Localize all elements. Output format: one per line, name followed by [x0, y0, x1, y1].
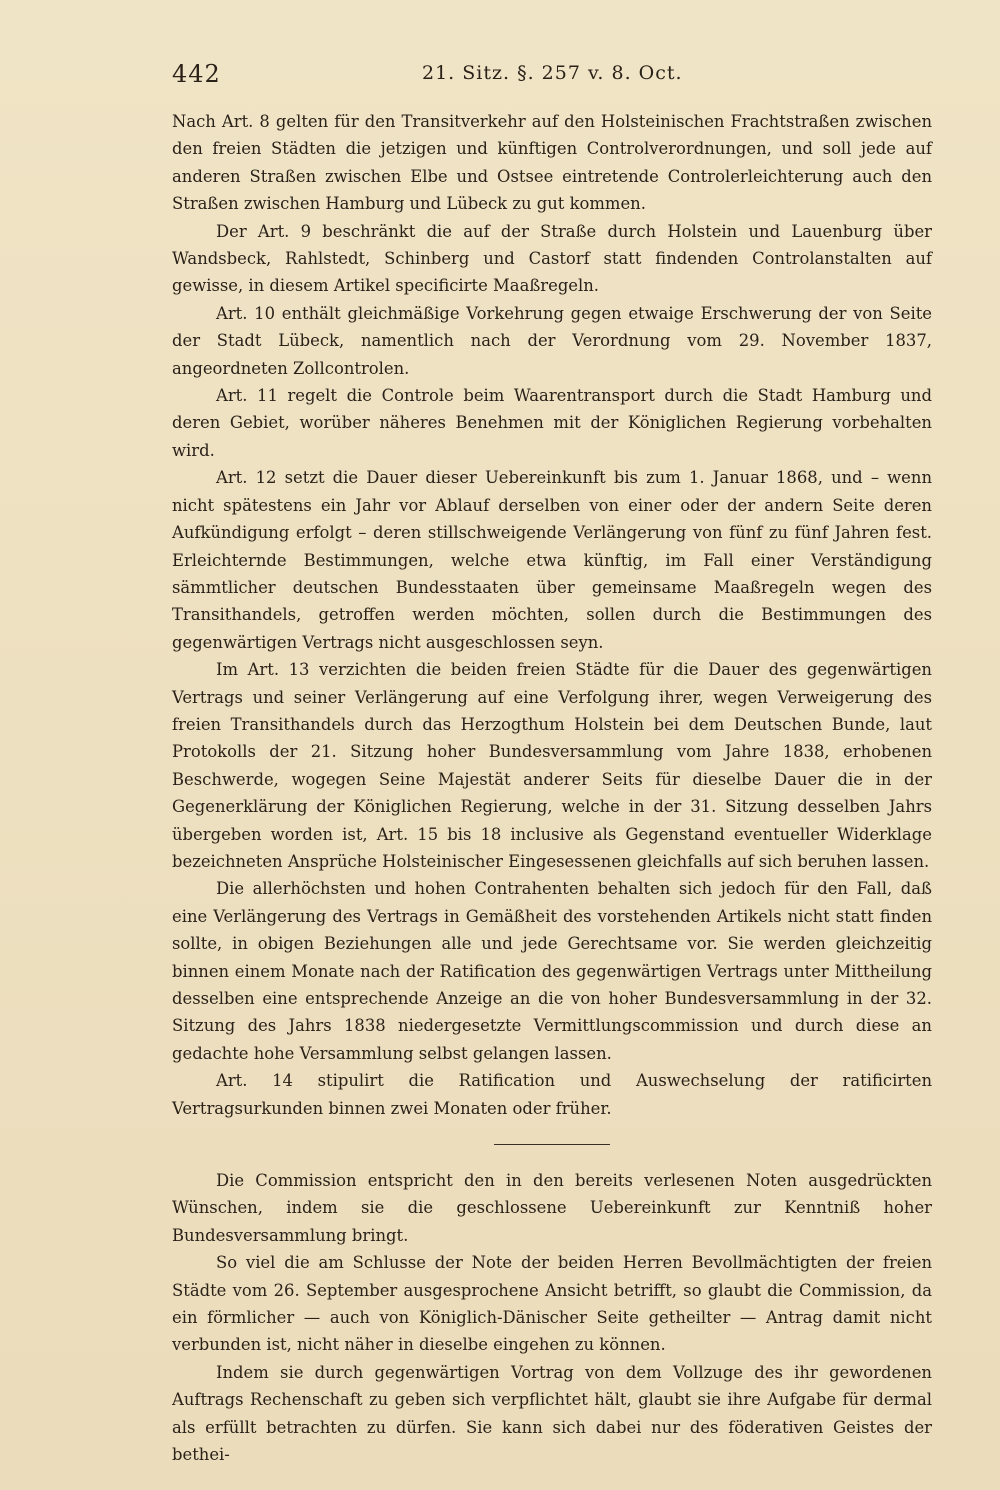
- paragraph-art-11: Art. 11 regelt die Controle beim Waarentransport durch die Stadt Hamburg und deren Gebiet, worüber näheres Benehmen mit der Königlichen Regierung vorbehalten wird.: [172, 386, 932, 460]
- paragraph-conclusion: Indem sie durch gegenwärtigen Vortrag von dem Vollzuge des ihr gewordenen Auftrags Rechenschaft zu geben sich verpflichtet hält, glaubt sie ihre Aufgabe für dermal als erfüllt betrachten zu dürfen. Sie kann sich dabei nur des föderativen Geistes der bethei-: [172, 1362, 932, 1465]
- paragraph-art-10: Art. 10 enthält gleichmäßige Vorkehrung gegen etwaige Erschwerung der von Seite der Stadt Lübeck, namentlich nach der Verordnung vom 29. November 1837, angeordneten Zollcontrolen.: [172, 303, 932, 378]
- page-number: 442: [172, 60, 221, 88]
- paragraph-art-14: Art. 14 stipulirt die Ratification und Auswechselung der ratificirten Vertragsurkunden binnen zwei Monaten oder früher.: [172, 1071, 932, 1118]
- section-divider: [494, 1144, 610, 1145]
- page-header: [172, 60, 932, 96]
- paragraph-commission: Die Commission entspricht den in den bereits verlesenen Noten ausgedrückten Wünschen, indem sie die geschlossene Uebereinkunft zur Kenntniß hoher Bundesversammlung bringt.: [172, 1171, 932, 1245]
- body-text: [172, 108, 932, 1469]
- paragraph-reservation: Die allerhöchsten und hohen Contrahenten behalten sich jedoch für den Fall, daß eine Verlängerung des Vertrags in Gemäßheit des vorstehenden Artikels nicht statt finden sollte, in obigen Beziehungen alle und jede Gerechtsame vor. Sie werden gleichzeitig binnen einem Monate nach der Ratification des gegenwärtigen Vertrags unter Mittheilung desselben eine entsprechende Anzeige an die von hoher Bundesversammlung in der 32. Sitzung des Jahrs 1838 niedergesetzte Vermittlungscommission und durch diese an gedachte hohe Versammlung selbst gelangen lassen.: [172, 879, 932, 1063]
- paragraph-art-9: Der Art. 9 beschränkt die auf der Straße durch Holstein und Lauenburg über Wandsbeck, Rahlstedt, Schinberg und Castorf statt findenden Controlanstalten auf gewisse, in diesem Artikel specificirte Maaßregeln.: [172, 221, 932, 296]
- paragraph-art-13: Im Art. 13 verzichten die beiden freien Städte für die Dauer des gegenwärtigen Vertrags und seiner Verlängerung auf eine Verfolgung ihrer, wegen Verweigerung des freien Transithandels durch das Herzogthum Holstein bei dem Deutschen Bunde, laut Protokolls der 21. Sitzung hoher Bundesversammlung vom Jahre 1838, erhobenen Beschwerde, wogegen Seine Majestät anderer Seits für dieselbe Dauer die in der Gegenerklärung der Königlichen Regierung, welche in der 31. Sitzung desselben Jahrs übergeben worden ist, Art. 15 bis 18 inclusive als Gegenstand eventueller Widerklage bezeichneten Ansprüche Holsteinischer Eingesessenen gleichfalls auf sich beruhen lassen.: [172, 660, 932, 871]
- paragraph-art-8: Nach Art. 8 gelten für den Transitverkehr auf den Holsteinischen Frachtstraßen zwischen den freien Städten die jetzigen und künftigen Controlverordnungen, und soll jede auf anderen Straßen zwischen Elbe und Ostsee eintretende Controlerleichterung auch den Straßen zwischen Hamburg und Lübeck zu gut kommen.: [172, 112, 932, 214]
- running-head: 21. Sitz. §. 257 v. 8. Oct.: [422, 62, 683, 84]
- paragraph-art-12: Art. 12 setzt die Dauer dieser Uebereinkunft bis zum 1. Januar 1868, und – wenn nicht spätestens ein Jahr vor Ablauf derselben von einer oder der andern Seite deren Aufkündigung erfolgt – deren stillschweigende Verlängerung von fünf zu fünf Jahren fest. Erleichternde Bestimmungen, welche etwa künftig, im Fall einer Verständigung sämmtlicher deutschen Bundesstaaten über gemeinsame Maaßregeln wegen des Transithandels, getroffen werden möchten, sollen durch die Bestimmungen des gegenwärtigen Vertrags nicht ausgeschlossen seyn.: [172, 468, 932, 652]
- paragraph-note-opinion: So viel die am Schlusse der Note der beiden Herren Bevollmächtigten der freien Städte vom 26. September ausgesprochene Ansicht betrifft, so glaubt die Commission, da ein förmlicher — auch von Königlich-Dänischer Seite getheilter — Antrag damit nicht verbunden ist, nicht näher in dieselbe eingehen zu können.: [172, 1253, 932, 1355]
